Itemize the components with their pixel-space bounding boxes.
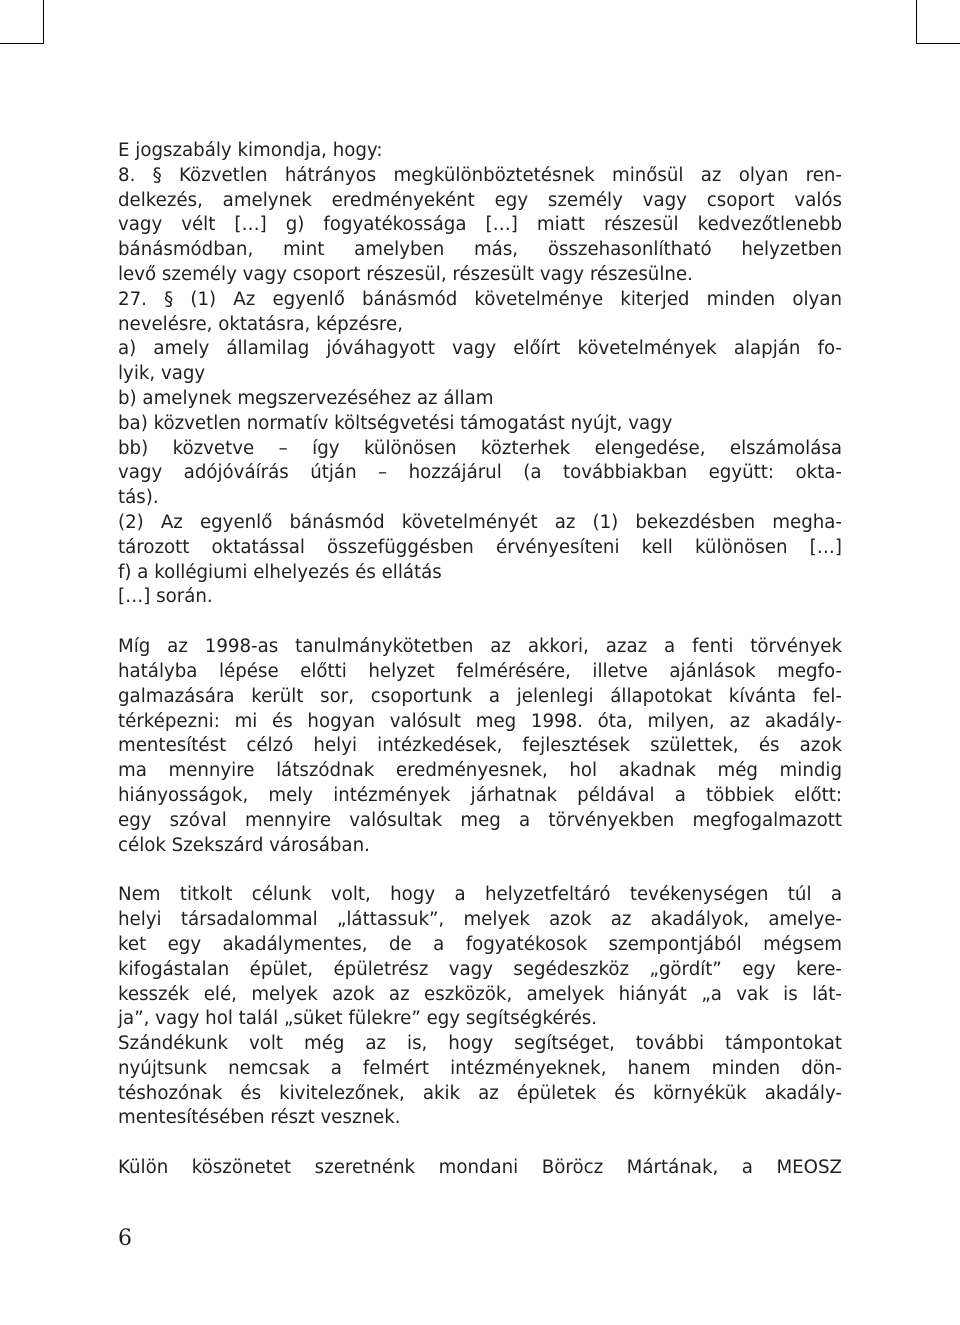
text-line: ket egy akadálymentes, de a fogyatékosok szempontjából mégsem: [118, 933, 842, 955]
crop-mark-top-right: [916, 43, 960, 44]
text-line: galmazására került sor, csoportunk a jelenlegi állapotokat kívánta fel-: [118, 685, 842, 707]
text-line: bb) közvetve – így különösen közterhek elengedése, elszámolása: [118, 437, 842, 459]
paragraph: [118, 1156, 842, 1181]
text-line: 27. § (1) Az egyenlő bánásmód követelménye kiterjed minden olyan: [118, 288, 842, 310]
text-line: célok Szekszárd városában.: [118, 834, 370, 856]
text-line: […] során.: [118, 586, 213, 608]
paragraph-gap: [118, 858, 842, 883]
paragraph-gap: [118, 610, 842, 635]
text-line: helyi társadalommal „láttassuk”, melyek azok az akadályok, amelye-: [118, 909, 842, 931]
text-line: lyik, vagy: [118, 363, 206, 385]
paragraph: [118, 883, 842, 1131]
text-line: téshozónak és kivitelezőnek, akik az épületek és környékük akadály-: [118, 1082, 842, 1104]
text-line: tározott oktatással összefüggésben érvényesíteni kell különösen […]: [118, 536, 842, 558]
paragraph: [118, 635, 842, 858]
crop-mark-top-left: [0, 43, 44, 44]
text-line: Szándékunk volt még az is, hogy segítséget, további támpontokat: [118, 1033, 842, 1055]
paragraph: [118, 139, 842, 610]
text-line: nyújtsunk nemcsak a felmért intézményeknek, hanem minden dön-: [118, 1057, 842, 1079]
text-line: a) amely államilag jóváhagyott vagy előírt követelmények alapján fo-: [118, 338, 842, 360]
text-line: b) amelynek megszervezéséhez az állam: [118, 387, 494, 409]
text-line: f) a kollégiumi elhelyezés és ellátás: [118, 561, 442, 583]
text-line: nevelésre, oktatásra, képzésre,: [118, 313, 403, 335]
page-body-text: [118, 139, 842, 1181]
text-line: tás).: [118, 487, 159, 509]
text-line: vagy adójóváírás útján – hozzájárul (a továbbiakban együtt: okta-: [118, 462, 842, 484]
text-line: (2) Az egyenlő bánásmód követelményét az (1) bekezdésben megha-: [118, 511, 842, 533]
text-line: delkezés, amelynek eredményeként egy személy vagy csoport valós: [118, 189, 842, 211]
text-line: térképezni: mi és hogyan valósult meg 1998. óta, milyen, az akadály-: [118, 710, 842, 732]
text-line: levő személy vagy csoport részesül, részesült vagy részesülne.: [118, 263, 693, 285]
text-line: Külön köszönetet szeretnénk mondani Böröcz Mártának, a MEOSZ: [118, 1157, 842, 1179]
text-line: mentesítést célzó helyi intézkedések, fejlesztések születtek, és azok: [118, 735, 842, 757]
text-line: egy szóval mennyire valósultak meg a törvényekben megfogalmazott: [118, 809, 842, 831]
text-line: Nem titkolt célunk volt, hogy a helyzetfeltáró tevékenységen túl a: [118, 884, 842, 906]
text-line: kesszék elé, melyek azok az eszközök, amelyek hiányát „a vak is lát-: [118, 983, 842, 1005]
text-line: hatályba lépése előtti helyzet felmérésére, illetve ajánlások megfo-: [118, 660, 842, 682]
crop-mark-top-right: [916, 0, 917, 44]
text-line: ja”, vagy hol talál „süket fülekre” egy segítségkérés.: [118, 1008, 598, 1030]
text-line: mentesítésében részt vesznek.: [118, 1107, 401, 1129]
text-line: bánásmódban, mint amelyben más, összehasonlítható helyzetben: [118, 239, 842, 261]
page-number: 6: [118, 1226, 132, 1251]
text-line: kifogástalan épület, épületrész vagy segédeszköz „gördít” egy kere-: [118, 958, 842, 980]
crop-mark-top-left: [43, 0, 44, 44]
text-line: ma mennyire látszódnak eredményesnek, hol akadnak még mindig: [118, 760, 842, 782]
text-line: vagy vélt […] g) fogyatékossága […] miatt részesül kedvezőtlenebb: [118, 214, 842, 236]
text-line: E jogszabály kimondja, hogy:: [118, 140, 383, 161]
paragraph-gap: [118, 1131, 842, 1156]
text-line: hiányosságok, mely intézmények járhatnak példával a többiek előtt:: [118, 784, 842, 806]
text-line: 8. § Közvetlen hátrányos megkülönböztetésnek minősül az olyan ren-: [118, 164, 842, 186]
text-line: Míg az 1998-as tanulmánykötetben az akkori, azaz a fenti törvények: [118, 636, 842, 658]
text-line: ba) közvetlen normatív költségvetési támogatást nyújt, vagy: [118, 412, 673, 434]
